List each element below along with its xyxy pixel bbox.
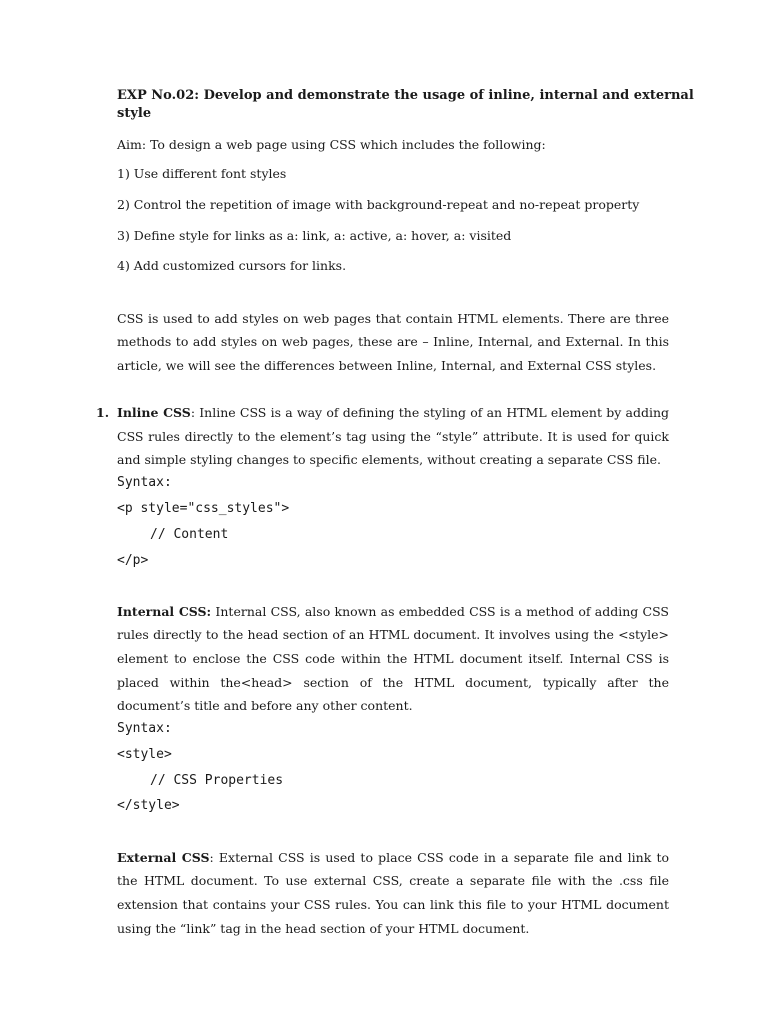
external-line2: the HTML document. To use external CSS, create a separate file with the .css file <box>117 873 669 888</box>
aim-item-2: 2) Control the repetition of image with background-repeat and no-repeat property <box>117 197 640 212</box>
inline-line3: and simple styling changes to specific elements, without creating a separate CSS file. <box>117 452 661 467</box>
internal-code-line3: </style> <box>117 798 180 813</box>
internal-line4: placed within the<head> section of the HTML document, typically after the <box>117 675 669 690</box>
internal-line3: element to enclose the CSS code within the HTML document itself. Internal CSS is <box>117 651 669 666</box>
external-line1 <box>117 850 669 866</box>
inline-line2: CSS rules directly to the element’s tag using the “style” attribute. It is used for quick <box>117 429 669 444</box>
inline-code-line3: </p> <box>117 553 149 568</box>
intro-para-line1: CSS is used to add styles on web pages that contain HTML elements. There are three <box>117 311 669 326</box>
internal-code-line1: <style> <box>117 747 172 762</box>
internal-syntax-label: Syntax: <box>117 721 172 736</box>
inline-term: Inline CSS <box>117 405 191 420</box>
inline-syntax-label: Syntax: <box>117 475 172 490</box>
inline-line1-text: : Inline CSS is a way of defining the styling of an HTML element by adding <box>190 405 669 420</box>
aim-item-3: 3) Define style for links as a: link, a: active, a: hover, a: visited <box>117 228 512 243</box>
aim-item-4: 4) Add customized cursors for links. <box>117 258 347 273</box>
inline-code-line1: <p style="css_styles"> <box>117 501 290 516</box>
aim-intro: Aim: To design a web page using CSS which includes the following: <box>117 137 546 152</box>
intro-para-line2: methods to add styles on web pages, these are – Inline, Internal, and External. In this <box>117 334 669 349</box>
external-term: External CSS <box>117 850 210 865</box>
inline-number: 1. <box>96 405 110 420</box>
internal-line1 <box>117 604 669 620</box>
internal-code-line2: // CSS Properties <box>150 773 284 788</box>
external-line3: extension that contains your CSS rules. You can link this file to your HTML document <box>117 897 669 912</box>
external-line1-text: : External CSS is used to place CSS code in a separate file and link to <box>209 850 669 865</box>
internal-term: Internal CSS: <box>117 604 212 619</box>
intro-para-line3: article, we will see the differences between Inline, Internal, and External CSS styles. <box>117 358 657 373</box>
internal-line5: document’s title and before any other content. <box>117 698 413 713</box>
exp-title-line1: EXP No.02: Develop and demonstrate the usage of inline, internal and external <box>117 88 694 103</box>
exp-title-line2: style <box>117 106 152 121</box>
inline-code-line2: // Content <box>150 527 229 542</box>
aim-item-1: 1) Use different font styles <box>117 166 287 181</box>
internal-line1-text: Internal CSS, also known as embedded CSS is a method of adding CSS <box>211 604 669 619</box>
inline-line1 <box>117 405 669 421</box>
external-line4: using the “link” tag in the head section of your HTML document. <box>117 921 530 936</box>
internal-line2: rules directly to the head section of an HTML document. It involves using the <style> <box>117 627 669 642</box>
